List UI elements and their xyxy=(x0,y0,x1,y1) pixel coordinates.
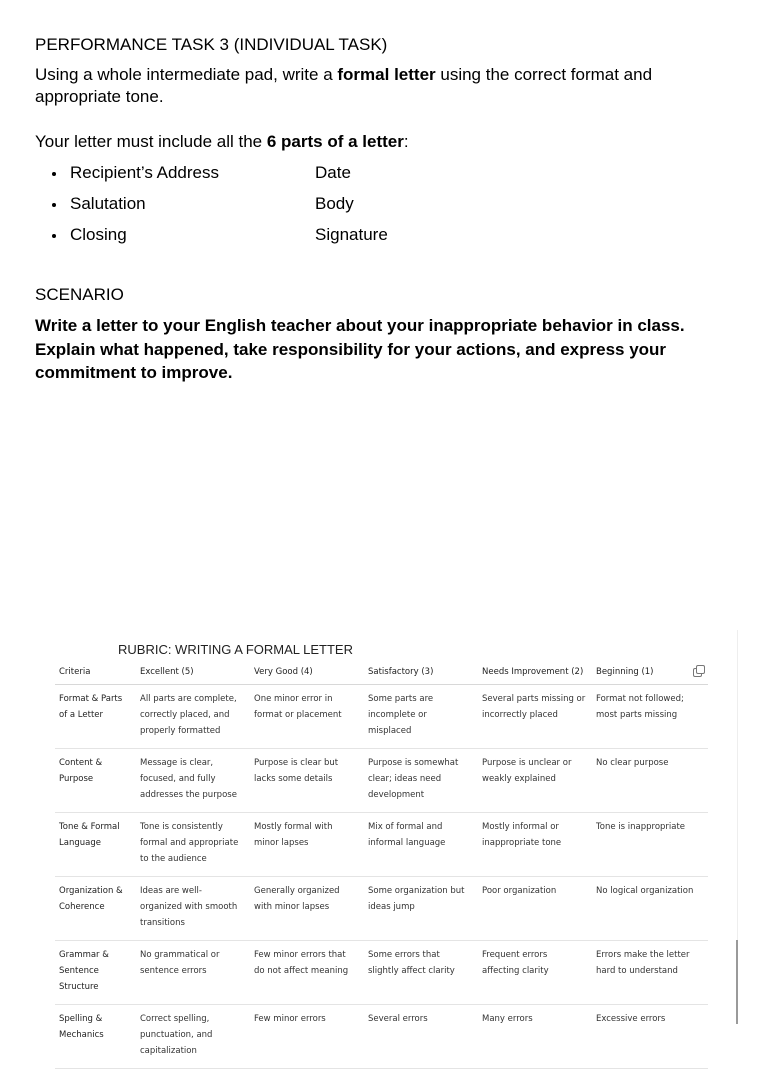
table-cell: Message is clear, focused, and fully addresses the purpose xyxy=(136,749,250,813)
table-cell: Some parts are incomplete or misplaced xyxy=(364,685,478,749)
criteria-cell: Format & Parts of a Letter xyxy=(55,685,136,749)
table-row xyxy=(55,685,708,749)
parts-intro-emphasis: 6 parts of a letter xyxy=(266,132,404,151)
table-cell: All parts are complete, correctly placed, and properly formatted xyxy=(136,685,250,749)
parts-intro-text: Your letter must include all the xyxy=(35,132,267,151)
table-row xyxy=(55,877,708,941)
table-cell: Several parts missing or incorrectly placed xyxy=(478,685,592,749)
table-cell: Purpose is clear but lacks some details xyxy=(250,749,364,813)
table-cell: Some organization but ideas jump xyxy=(364,877,478,941)
table-cell: Purpose is somewhat clear; ideas need development xyxy=(364,749,478,813)
scrollbar[interactable] xyxy=(736,940,738,1024)
rubric-image xyxy=(50,630,738,1056)
table-row xyxy=(55,1005,708,1069)
table-cell: One minor error in format or placement xyxy=(250,685,364,749)
list-item: Recipient’s Address xyxy=(35,162,315,184)
column-header: Criteria xyxy=(55,660,136,685)
instruction-text: Using a whole intermediate pad, write a xyxy=(35,65,338,84)
table-cell: Few minor errors xyxy=(250,1005,364,1069)
rubric-title: RUBRIC: WRITING A FORMAL LETTER xyxy=(118,642,353,657)
instruction-paragraph xyxy=(35,64,735,108)
list-item: Body xyxy=(315,194,354,213)
table-cell: Correct spelling, punctuation, and capitalization xyxy=(136,1005,250,1069)
letter-parts-list xyxy=(35,162,735,246)
scenario-label: SCENARIO xyxy=(35,285,124,304)
parts-intro-end: : xyxy=(403,132,409,151)
table-row xyxy=(55,749,708,813)
criteria-cell: Organization & Coherence xyxy=(55,877,136,941)
column-header: Very Good (4) xyxy=(250,660,364,685)
table-cell: Frequent errors affecting clarity xyxy=(478,941,592,1005)
table-cell: Mostly formal with minor lapses xyxy=(250,813,364,877)
scenario-text: Write a letter to your English teacher about your inappropriate behavior in class. Explain what happened, take responsibility for your actions, and express your commitment to improve. xyxy=(35,316,685,382)
table-cell: Poor organization xyxy=(478,877,592,941)
column-header: Excellent (5) xyxy=(136,660,250,685)
criteria-cell: Grammar & Sentence Structure xyxy=(55,941,136,1005)
document-body xyxy=(35,34,735,385)
table-cell: Many errors xyxy=(478,1005,592,1069)
table-cell: No grammatical or sentence errors xyxy=(136,941,250,1005)
table-cell: Format not followed; most parts missing xyxy=(592,685,708,749)
rubric-table xyxy=(55,660,708,1069)
list-item: Closing xyxy=(35,224,315,246)
table-cell: Purpose is unclear or weakly explained xyxy=(478,749,592,813)
table-cell: Errors make the letter hard to understand xyxy=(592,941,708,1005)
table-cell: Some errors that slightly affect clarity xyxy=(364,941,478,1005)
task-title: PERFORMANCE TASK 3 (INDIVIDUAL TASK) xyxy=(35,35,388,54)
column-header: Satisfactory (3) xyxy=(364,660,478,685)
table-row xyxy=(55,941,708,1005)
table-row xyxy=(55,813,708,877)
table-cell: Generally organized with minor lapses xyxy=(250,877,364,941)
list-item: Signature xyxy=(315,225,388,244)
table-cell: Tone is inappropriate xyxy=(592,813,708,877)
table-cell: Tone is consistently formal and appropriate to the audience xyxy=(136,813,250,877)
instruction-emphasis: formal letter xyxy=(337,65,436,84)
criteria-cell: Tone & Formal Language xyxy=(55,813,136,877)
table-header-row xyxy=(55,660,708,685)
table-cell: Ideas are well-organized with smooth transitions xyxy=(136,877,250,941)
instruction-text-end: using the correct format and appropriate tone. xyxy=(35,65,653,106)
parts-intro xyxy=(35,131,735,153)
table-cell: No logical organization xyxy=(592,877,708,941)
table-cell: Several errors xyxy=(364,1005,478,1069)
table-cell: Mix of formal and informal language xyxy=(364,813,478,877)
table-cell: No clear purpose xyxy=(592,749,708,813)
table-cell: Mostly informal or inappropriate tone xyxy=(478,813,592,877)
table-cell: Excessive errors xyxy=(592,1005,708,1069)
column-header: Beginning (1) xyxy=(592,660,708,685)
table-cell: Few minor errors that do not affect meaning xyxy=(250,941,364,1005)
criteria-cell: Spelling & Mechanics xyxy=(55,1005,136,1069)
column-header: Needs Improvement (2) xyxy=(478,660,592,685)
list-item: Salutation xyxy=(35,193,315,215)
criteria-cell: Content & Purpose xyxy=(55,749,136,813)
list-item: Date xyxy=(315,163,351,182)
